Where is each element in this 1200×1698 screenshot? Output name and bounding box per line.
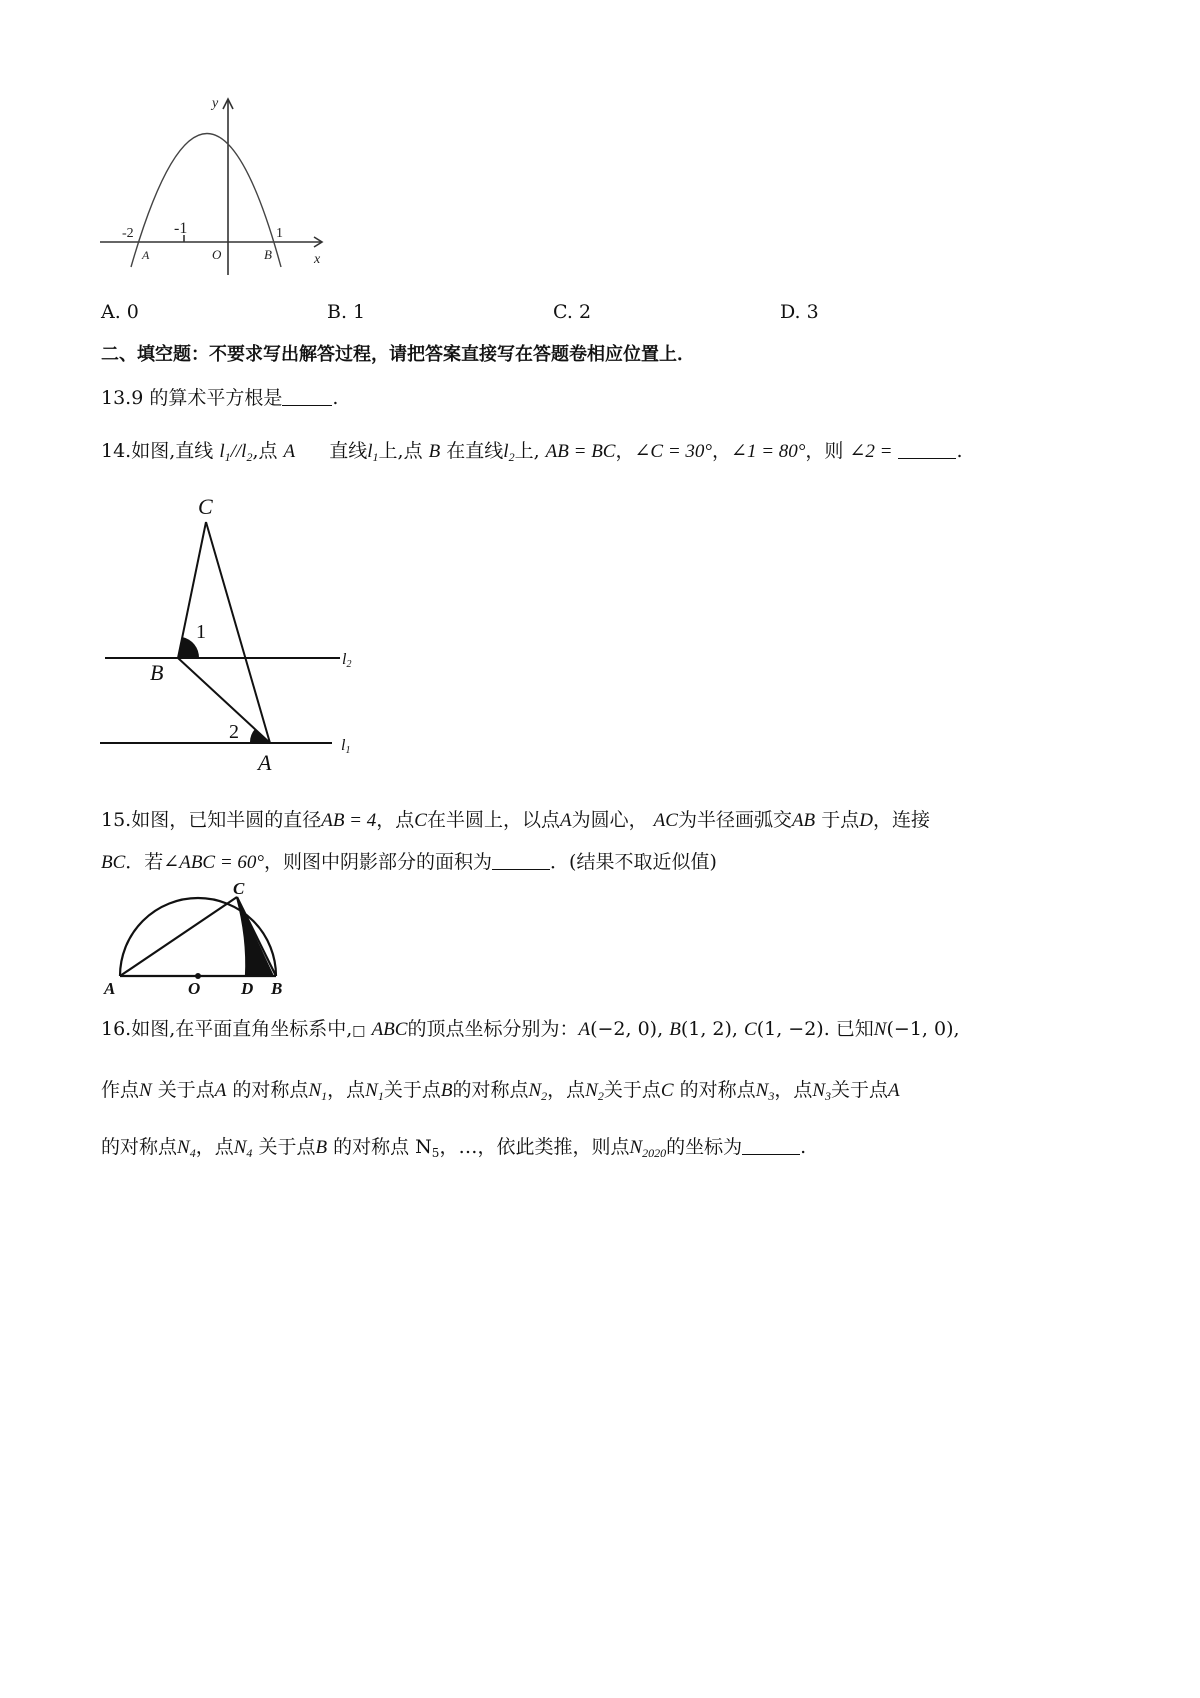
point-a: A [559, 810, 572, 831]
q16-text: . 已知 [823, 1018, 874, 1040]
segment-ab: AB [791, 810, 816, 831]
tick-neg1-label: -1 [174, 220, 188, 237]
coord-c: (1, −2) [756, 1018, 824, 1040]
eq-ab-bc: AB = BC [545, 441, 616, 462]
q16-text: 的对称点 N [333, 1136, 432, 1158]
coord-a: (−2, 0) [590, 1018, 658, 1040]
triangle-abc: ABC [371, 1019, 408, 1040]
q15-intro: 15.如图，已知半圆的直径 [101, 809, 322, 831]
q16-text: ，点 [547, 1079, 586, 1101]
coord-b: (1, 2) [680, 1018, 732, 1040]
q16-text: ，点 [327, 1079, 366, 1101]
q16-text: 的对称点 [101, 1136, 178, 1158]
q14-on-point: 上,点 [378, 440, 423, 462]
q16-text: 的对称点 [452, 1079, 529, 1101]
comma: , [731, 1018, 738, 1040]
option-b: B. 1 [327, 301, 366, 323]
q15-text: ，连接 [872, 809, 930, 831]
point-n4: $N_4$ [233, 1137, 253, 1160]
q16-text: 关于点 [157, 1079, 215, 1101]
point-a-label: A [142, 248, 150, 262]
q16-answer-blank [742, 1136, 800, 1155]
point-b: B [428, 441, 441, 462]
coord-n: (−1, 0) [886, 1018, 954, 1040]
q14-then: ，则 [805, 440, 844, 462]
eq-angle-c: ∠C = 30° [634, 441, 713, 462]
angle-2-label: 2 [229, 721, 239, 743]
question-15-line1 [101, 808, 930, 833]
l2-symbol-2: $l_2$ [503, 441, 515, 464]
point-a: A [214, 1080, 227, 1101]
point-n3: $N_3$ [812, 1080, 832, 1103]
question-16-line2 [101, 1078, 900, 1108]
x-axis-label: x [314, 252, 321, 267]
point-n1: $N_1$ [365, 1080, 384, 1103]
question-13 [101, 386, 338, 410]
q13-end: . [332, 387, 339, 409]
segment-bc: BC [101, 852, 126, 873]
q15-text: ，则图中阴影部分的面积为 [264, 851, 493, 873]
q16-text: ，…，依此类推，则点 [439, 1136, 630, 1158]
l1-symbol: $l_1$ [219, 441, 231, 464]
eq-ab-4: AB = 4 [321, 810, 377, 831]
q15-answer-blank [492, 851, 550, 870]
q14-on: 上, [514, 440, 540, 462]
tick-one-label: 1 [276, 226, 283, 241]
q16-text: 的对称点 [232, 1079, 309, 1101]
point-a: A [578, 1019, 591, 1040]
comma: , [657, 1018, 664, 1040]
option-c: C. 2 [553, 301, 592, 323]
n5-subscript: 5 [431, 1146, 440, 1160]
eq-angle-abc: ∠ABC = 60° [163, 852, 265, 873]
point-n: N [139, 1080, 152, 1101]
point-b: B [440, 1080, 453, 1101]
y-axis-label: y [212, 96, 219, 111]
point-n4: $N_4$ [177, 1137, 196, 1160]
q16-text: 关于点 [603, 1079, 661, 1101]
point-c: C [414, 810, 427, 831]
point-n1: $N_1$ [308, 1080, 328, 1103]
fig-d-label: D [241, 979, 254, 998]
tick-neg2-label: -2 [122, 226, 134, 241]
eq-angle-2: ∠2 = [849, 441, 893, 462]
section-heading: 二、填空题：不要求写出解答过程，请把答案直接写在答题卷相应位置上． [101, 344, 695, 365]
l2-symbol: $l_2$ [241, 441, 253, 464]
point-b: B [669, 1019, 681, 1040]
q15-text: 在半圆上，以点 [426, 809, 560, 831]
q15-text: ．若 [125, 851, 164, 873]
question-16-line1 [101, 1017, 960, 1043]
point-b-label: B [264, 247, 272, 262]
q15-text: 为半径画弧交 [677, 809, 792, 831]
q16-text: 的顶点坐标分别为： [407, 1018, 579, 1040]
fig-a-label: A [258, 750, 272, 775]
q14-answer-blank [898, 440, 956, 459]
l2-line-label: l2 [342, 651, 352, 670]
question-15-line2 [101, 850, 717, 875]
q14-line-text: 直线 [329, 440, 368, 462]
q16-text: 的对称点 [679, 1079, 756, 1101]
q15-text: 于点 [821, 809, 860, 831]
q15-text: ，点 [376, 809, 415, 831]
fig-a-label: A [104, 979, 116, 998]
parallel-symbol: // [230, 441, 242, 462]
question-14 [101, 439, 963, 469]
point-n: N [873, 1019, 887, 1040]
q15-figure [100, 878, 300, 998]
q14-on-line: 在直线 [446, 440, 504, 462]
q16-text: 关于点 [258, 1136, 316, 1158]
q16-text: 关于点 [831, 1079, 889, 1101]
q15-text: 为圆心， [571, 809, 648, 831]
point-b: B [315, 1137, 328, 1158]
angle-1-label: 1 [196, 621, 206, 643]
fig-c-label: C [233, 879, 245, 898]
q13-answer-blank [282, 387, 332, 406]
point-n3: $N_3$ [755, 1080, 775, 1103]
point-n2: $N_2$ [585, 1080, 604, 1103]
fig-c-label: C [198, 494, 213, 519]
q14-point: ,点 [252, 440, 278, 462]
fig-b-label: B [271, 979, 283, 998]
q13-text: 13.9 的算术平方根是 [101, 387, 283, 409]
q16-text: ，点 [195, 1136, 234, 1158]
point-n2: $N_2$ [528, 1080, 548, 1103]
point-d: D [859, 810, 873, 831]
q16-intro: 16.如图,在平面直角坐标系中, [101, 1018, 353, 1040]
q15-text: ．(结果不取近似值) [550, 851, 717, 873]
triangle-symbol: □ [352, 1023, 366, 1039]
l1-line-label: l1 [341, 737, 351, 756]
question-16-line3 [101, 1135, 806, 1165]
comma: ， [615, 440, 635, 462]
q14-figure [100, 492, 370, 782]
q16-text: 关于点 [383, 1079, 441, 1101]
option-d: D. 3 [780, 301, 819, 323]
q16-text: ，点 [774, 1079, 813, 1101]
q16-text: 作点 [101, 1079, 140, 1101]
q16-text: 的坐标为 [666, 1136, 743, 1158]
eq-angle-1: ∠1 = 80° [731, 441, 806, 462]
comma: ， [712, 440, 732, 462]
point-a: A [283, 441, 296, 462]
comma: , [953, 1018, 960, 1040]
segment-ac: AC [653, 810, 678, 831]
origin-label: O [212, 247, 222, 262]
point-a: A [888, 1080, 900, 1101]
fig-b-label: B [150, 660, 164, 685]
option-a: A. 0 [101, 301, 139, 323]
q14-intro: 14.如图,直线 [101, 440, 214, 462]
l1-symbol-2: $l_1$ [367, 441, 379, 464]
parabola-graph [100, 95, 340, 295]
point-c: C [744, 1019, 757, 1040]
point-c: C [660, 1080, 674, 1101]
point-n2020: $N_{2020}$ [629, 1137, 667, 1160]
q14-end: . [956, 440, 963, 462]
q16-end: . [800, 1136, 807, 1158]
fig-o-label: O [188, 979, 201, 998]
